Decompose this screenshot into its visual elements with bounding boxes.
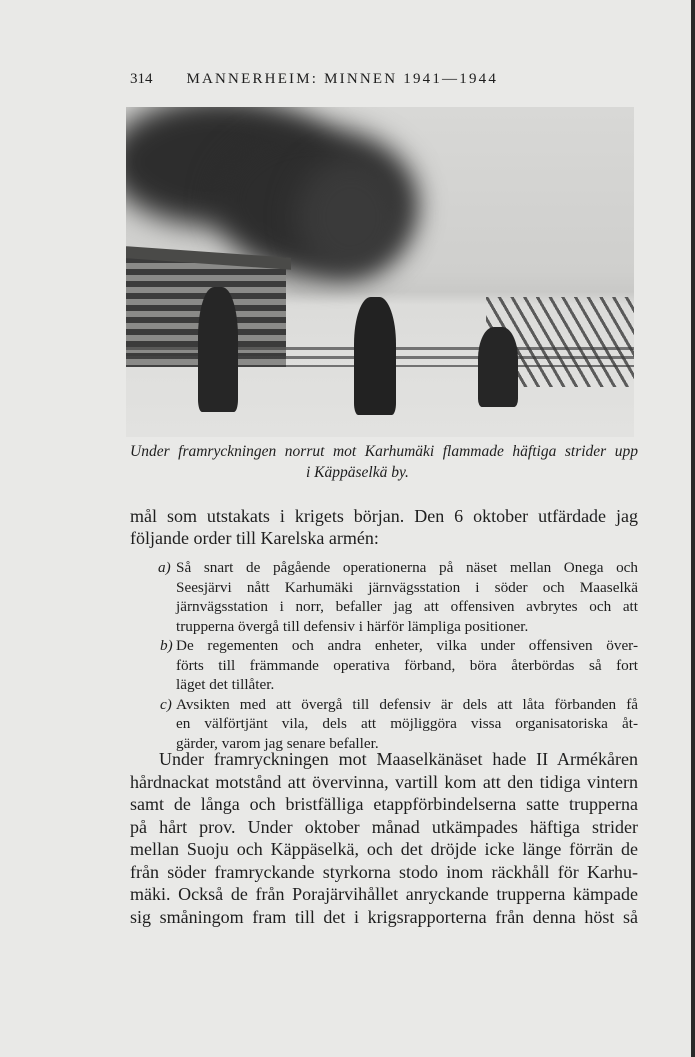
order-line: gärder, varom jag senare befaller. bbox=[176, 734, 379, 752]
order-line: järnvägsstation i norr, befaller jag att offensiven avbrytes och att bbox=[176, 598, 638, 615]
running-title: MANNERHEIM: MINNEN 1941—1944 bbox=[186, 71, 499, 87]
text-line: mellan Suoju och Käppäselkä, och det dröjde icke länge förrän de bbox=[130, 839, 638, 859]
text-line: mål som utstakats i krigets början. Den 6 oktober utfärdade jag bbox=[130, 506, 638, 526]
order-line: Seesjärvi nått Karhumäki järnvägsstation i söder och Maaselkä bbox=[176, 578, 638, 596]
text-line: samt de långa och bristfälliga etappförbindelserna satte trupperna bbox=[130, 794, 638, 814]
text-line: följande order till Karelska armén: bbox=[130, 528, 379, 548]
order-line: Så snart de pågående operationerna på näset mellan Onega och bbox=[176, 559, 638, 576]
text-line: mäki. Också de från Porajärvihållet anryckande trupperna kämpade bbox=[130, 884, 638, 904]
page-number: 314 bbox=[130, 71, 153, 87]
running-head bbox=[130, 71, 640, 88]
order-line: läget det tillåter. bbox=[176, 676, 275, 693]
order-label: b) bbox=[160, 637, 173, 654]
order-line: De regementen och andra enheter, vilka under offensiven över- bbox=[176, 637, 638, 654]
caption-line: i Käppäselkä by. bbox=[306, 464, 409, 481]
text-line: på hårt prov. Under oktober månad utkämpades häftiga strider bbox=[130, 816, 638, 837]
order-line: förts till främmande operativa förband, böra återbördas så fort bbox=[176, 656, 638, 674]
page-edge bbox=[691, 0, 695, 1057]
caption-line: Under framryckningen norrut mot Karhumäki flammade häftiga strider upp bbox=[130, 443, 638, 460]
text-line: Under framryckningen mot Maaselkänäset hade II Armékåren bbox=[159, 749, 638, 769]
order-label: c) bbox=[160, 695, 172, 713]
order-line: en välförtjänt vila, dels att möjliggöra vissa organisatoriska åt- bbox=[176, 715, 638, 732]
order-label: a) bbox=[158, 559, 171, 576]
text-line: sig småningom fram till det i krigsrapporterna från denna höst så bbox=[130, 906, 638, 927]
text-line: hårdnackat motstånd att övervinna, vartill kom att den tidiga vintern bbox=[130, 771, 638, 792]
order-line: Avsikten med att övergå till defensiv är dels att låta förbanden få bbox=[176, 695, 638, 713]
text-line: från söder framryckande styrkorna stodo inom räckhåll för Karhu- bbox=[130, 861, 638, 882]
order-line: trupperna övergå till defensiv i härför lämpliga positioner. bbox=[176, 617, 529, 635]
war-photograph bbox=[126, 107, 634, 437]
